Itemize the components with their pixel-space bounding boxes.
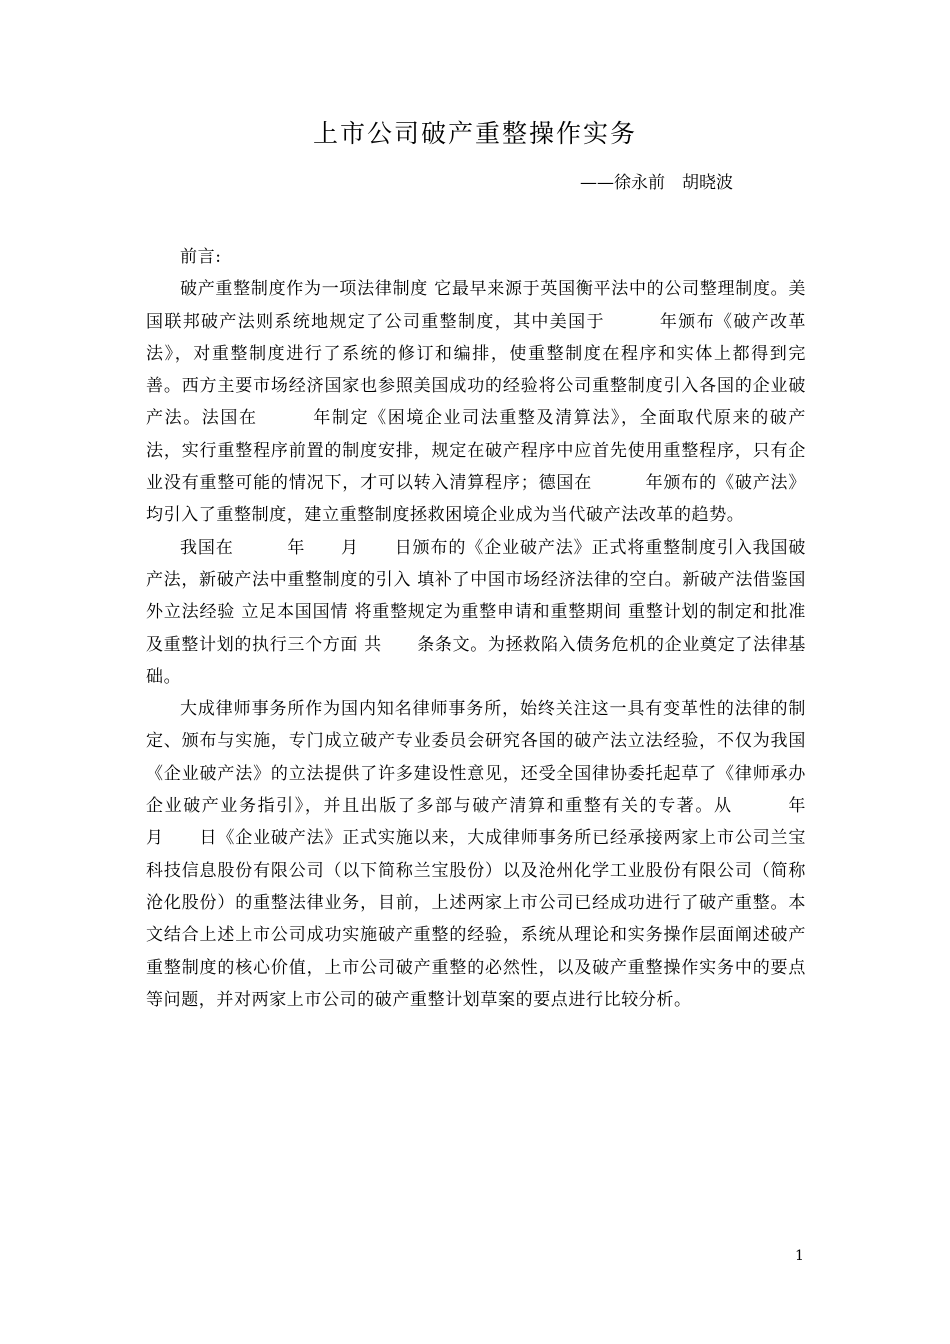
document-body	[146, 241, 842, 1016]
document-title: 上市公司破产重整操作实务	[312, 119, 637, 148]
preface-heading: 前言:	[180, 247, 222, 267]
paragraph-1: 破产重整制度作为一项法律制度 它最早来源于英国衡平法中的公司整理制度。美国联邦破产法则系统地规定了公司重整制度，其中美国于 年颁布《破产改革法》，对重整制度进行了系统的修订和编排，使重整制度在程序和实体上都得到完善。西方主要市场经济国家也参照美国成功的经验将公司重整制度引入各国的企业破产法。法国在 年制定《困境企业司法重整及清算法》，全面取代原来的破产法，实行重整程序前置的制度安排，规定在破产程序中应首先使用重整程序，只有企业没有重整可能的情况下，才可以转入清算程序；德国在 年颁布的《破产法》均引入了重整制度，建立重整制度拯救困境企业成为当代破产法改革的趋势。	[146, 279, 806, 526]
document-authors: ——徐永前 胡晓波	[580, 173, 733, 193]
paragraph-2: 我国在 年 月 日颁布的《企业破产法》正式将重整制度引入我国破产法，新破产法中重整制度的引入 填补了中国市场经济法律的空白。新破产法借鉴国外立法经验 立足本国国情 将重整规定为重整申请和重整期间 重整计划的制定和批准及重整计划的执行三个方面 共 条条文。为拯救陷入债务危机的企业奠定了法律基础。	[146, 537, 806, 687]
paragraph-3: 大成律师事务所作为国内知名律师事务所，始终关注这一具有变革性的法律的制定、颁布与实施，专门成立破产专业委员会研究各国的破产法立法经验，不仅为我国《企业破产法》的立法提供了许多建设性意见，还受全国律协委托起草了《律师承办企业破产业务指引》，并且出版了多部与破产清算和重整有关的专著。从 年 月 日《企业破产法》正式实施以来，大成律师事务所已经承接两家上市公司兰宝科技信息股份有限公司（以下简称兰宝股份）以及沧州化学工业股份有限公司（简称沧化股份）的重整法律业务，目前，上述两家上市公司已经成功进行了破产重整。本文结合上述上市公司成功实施破产重整的经验，系统从理论和实务操作层面阐述破产重整制度的核心价值，上市公司破产重整的必然性，以及破产重整操作实务中的要点等问题，并对两家上市公司的破产重整计划草案的要点进行比较分析。	[146, 699, 842, 1010]
page-number: 1	[795, 1248, 804, 1264]
